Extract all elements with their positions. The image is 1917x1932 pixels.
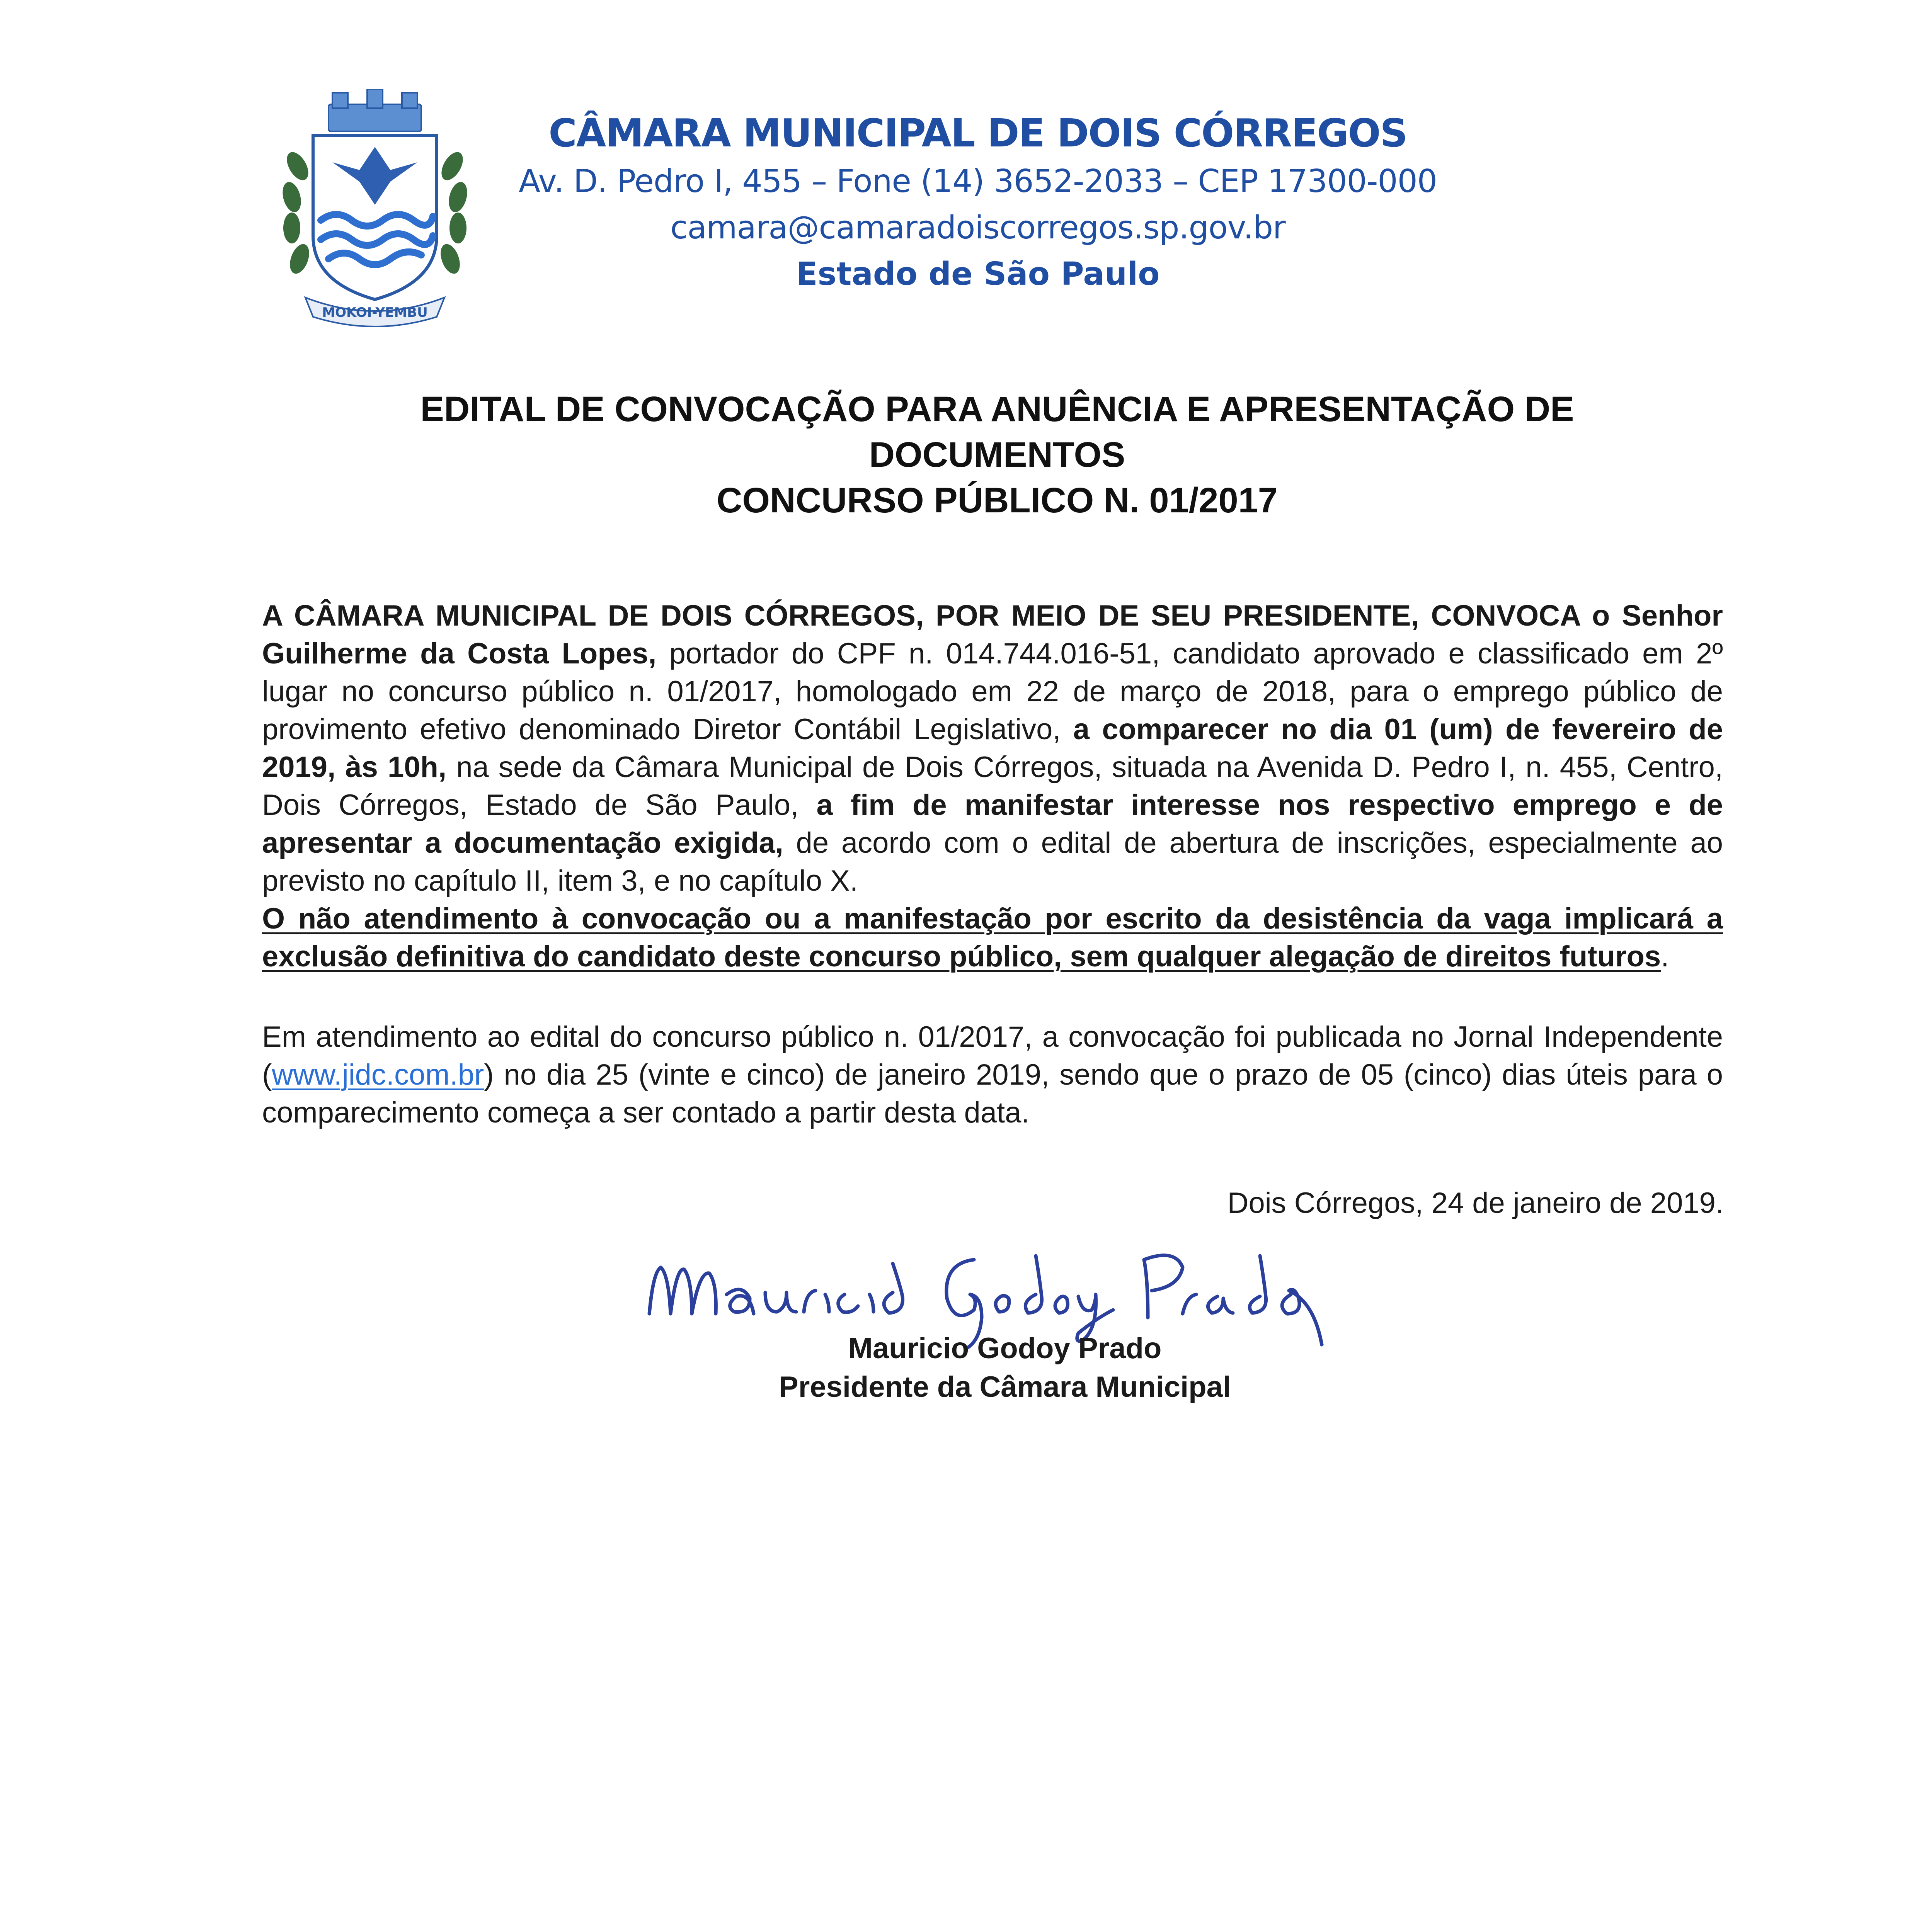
convocation-paragraph — [262, 597, 1723, 976]
newspaper-link[interactable]: www.jidc.com.br — [272, 1058, 484, 1091]
publication-text-end: ) no dia 25 (vinte e cinco) de janeiro 2019, sendo que o prazo de 05 (cinco) dias úteis para o comparecimento começa a ser contado a partir desta data. — [262, 1058, 1723, 1129]
title-line-1: EDITAL DE CONVOCAÇÃO PARA ANUÊNCIA E APRESENTAÇÃO DE — [420, 389, 1574, 429]
publication-paragraph — [262, 1018, 1723, 1132]
signer-role: Presidente da Câmara Municipal — [779, 1371, 1231, 1403]
institution-name: CÂMARA MUNICIPAL DE DOIS CÓRREGOS — [548, 111, 1407, 156]
document-title — [271, 386, 1724, 523]
title-line-3: CONCURSO PÚBLICO N. 01/2017 — [717, 481, 1278, 520]
appearance-purpose: a fim de manifestar interesse nos respectivo emprego e de apresentar a documentação exigida, — [262, 789, 1723, 859]
title-line-2: DOCUMENTOS — [869, 435, 1125, 474]
institution-state: Estado de São Paulo — [796, 256, 1160, 293]
coat-of-arms-logo — [271, 89, 479, 328]
appearance-location: na sede da Câmara Municipal de Dois Córregos, situada na Avenida D. Pedro I, n. 455, Centro, Dois Córregos, Estado de São Paulo, — [262, 751, 1723, 821]
exclusion-warning: O não atendimento à convocação ou a manifestação por escrito da desistência da vaga implicará a exclusão definitiva do candidato deste concurso público, sem qualquer alegação de direitos futuros — [262, 902, 1723, 973]
signer-name: Mauricio Godoy Prado — [848, 1332, 1162, 1365]
convocation-details: portador do CPF n. 014.744.016-51, candidato aprovado e classificado em 2º lugar no concurso público n. 01/2017, homologado em 22 de março de 2018, para o emprego público de provimento efetivo denominado Diretor Contábil Legislativo, — [262, 637, 1723, 746]
institution-email[interactable]: camara@camaradoiscorregos.sp.gov.br — [670, 209, 1285, 246]
institution-address: Av. D. Pedro I, 455 – Fone (14) 3652-2033 – CEP 17300-000 — [519, 163, 1437, 200]
publication-text-start: Em atendimento ao edital do concurso público n. 01/2017, a convocação foi publicada no Jornal Independente ( — [262, 1020, 1723, 1091]
edital-reference: de acordo com o edital de abertura de inscrições, especialmente ao previsto no capítulo II, item 3, e no capítulo X. — [262, 827, 1723, 897]
appearance-date: a comparecer no dia 01 (um) de fevereiro de 2019, às 10h, — [262, 713, 1723, 784]
document-body — [262, 597, 1723, 1132]
signer-block — [425, 1329, 1585, 1406]
dateline: Dois Córregos, 24 de janeiro de 2019. — [1227, 1187, 1724, 1219]
crest-motto: MOKOI-YEMBU — [322, 305, 428, 320]
convocation-opening: A CÂMARA MUNICIPAL DE DOIS CÓRREGOS, POR MEIO DE SEU PRESIDENTE, CONVOCA o Senhor Guilherme da Costa Lopes, — [262, 599, 1723, 670]
letterhead — [514, 108, 1442, 298]
exclusion-warning-end: . — [1661, 940, 1669, 973]
